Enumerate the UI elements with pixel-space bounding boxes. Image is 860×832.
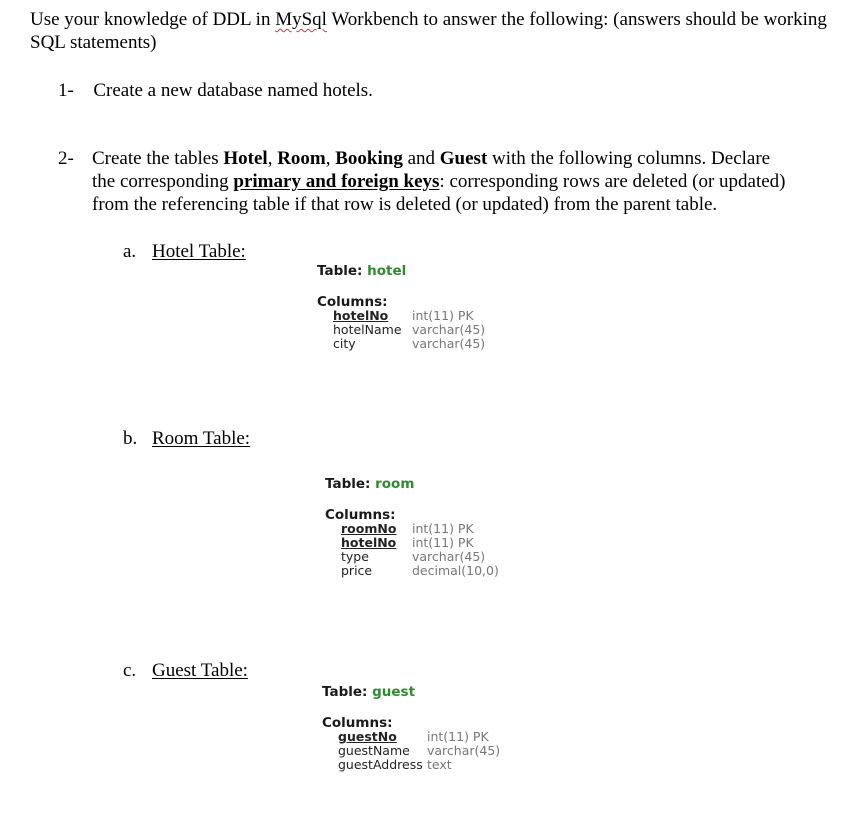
sub-heading-guest xyxy=(123,659,248,682)
table-name: hotel xyxy=(367,263,407,279)
guest-schema xyxy=(322,685,500,772)
sub-title: Hotel Table: xyxy=(152,241,246,262)
column-list xyxy=(322,730,500,772)
column-row xyxy=(341,522,499,536)
column-name: city xyxy=(333,336,356,351)
column-type: varchar(45) xyxy=(412,336,486,351)
sub-heading-hotel xyxy=(123,240,246,263)
column-name: hotelNo xyxy=(341,535,397,550)
column-row xyxy=(338,730,500,744)
q2-text-part: : corresponding rows are deleted (or updated) from the referencing table if that row is deleted (or updated) from the parent table. xyxy=(92,171,786,215)
question-1-number: 1- xyxy=(58,80,74,101)
column-name: guestName xyxy=(338,743,410,758)
column-row xyxy=(333,337,485,351)
column-list xyxy=(317,309,485,351)
column-row xyxy=(338,758,500,772)
column-name: guestAddress xyxy=(338,757,423,772)
table-name-line xyxy=(322,685,500,699)
table-label: Table: xyxy=(317,263,368,279)
question-2-number: 2- xyxy=(58,148,74,169)
column-row xyxy=(338,744,500,758)
column-row xyxy=(333,309,485,323)
mysql-spellcheck-word: MySql xyxy=(275,9,327,30)
column-type: int(11) PK xyxy=(412,521,474,536)
table-name: room xyxy=(375,476,415,492)
q2-text-part: with the following columns. Declare the corresponding xyxy=(92,148,771,192)
columns-heading: Columns: xyxy=(325,507,396,523)
column-name: hotelNo xyxy=(333,308,389,323)
column-type: varchar(45) xyxy=(427,743,501,758)
sub-title: Room Table: xyxy=(152,428,251,449)
columns-heading: Columns: xyxy=(322,715,393,731)
column-type: int(11) PK xyxy=(412,535,474,550)
hotel-schema xyxy=(317,264,485,351)
room-schema xyxy=(325,477,499,578)
question-1-text: Create a new database named hotels. xyxy=(93,80,373,101)
columns-heading: Columns: xyxy=(317,294,388,310)
table-name: guest xyxy=(372,684,416,700)
table-name-line xyxy=(325,477,499,491)
q2-text-part: Create the tables xyxy=(92,148,224,169)
column-row xyxy=(341,550,499,564)
column-name: price xyxy=(341,563,373,578)
sub-label: a. xyxy=(123,241,137,262)
column-row xyxy=(341,564,499,578)
sub-title: Guest Table: xyxy=(152,660,248,681)
q2-and: and xyxy=(402,148,440,169)
q2-room: Room xyxy=(277,148,326,169)
column-name: type xyxy=(341,549,369,564)
column-type: int(11) PK xyxy=(412,308,474,323)
column-row xyxy=(333,323,485,337)
table-label: Table: xyxy=(322,684,373,700)
q2-hotel: Hotel xyxy=(223,148,268,169)
intro-prefix: Use your knowledge of DDL in xyxy=(30,9,276,30)
q2-guest: Guest xyxy=(439,148,488,169)
q2-keys: primary and foreign keys xyxy=(233,171,440,192)
intro-paragraph xyxy=(30,8,830,54)
sub-heading-room xyxy=(123,427,250,450)
column-list xyxy=(325,522,499,578)
question-1 xyxy=(58,79,373,102)
column-type: text xyxy=(427,757,452,772)
q2-comma: , xyxy=(267,148,278,169)
sub-label: c. xyxy=(123,660,137,681)
table-name-line xyxy=(317,264,485,278)
q2-booking: Booking xyxy=(335,148,403,169)
column-name: guestNo xyxy=(338,729,397,744)
column-type: decimal(10,0) xyxy=(412,563,499,578)
intro-suffix: Workbench to answer the following: (answers should be working SQL statements) xyxy=(30,9,827,53)
table-label: Table: xyxy=(325,476,376,492)
column-name: hotelName xyxy=(333,322,402,337)
column-type: int(11) PK xyxy=(427,729,489,744)
column-type: varchar(45) xyxy=(412,322,486,337)
column-row xyxy=(341,536,499,550)
q2-comma: , xyxy=(325,148,336,169)
column-name: roomNo xyxy=(341,521,397,536)
column-type: varchar(45) xyxy=(412,549,486,564)
question-2-text xyxy=(92,147,792,216)
sub-label: b. xyxy=(123,428,138,449)
